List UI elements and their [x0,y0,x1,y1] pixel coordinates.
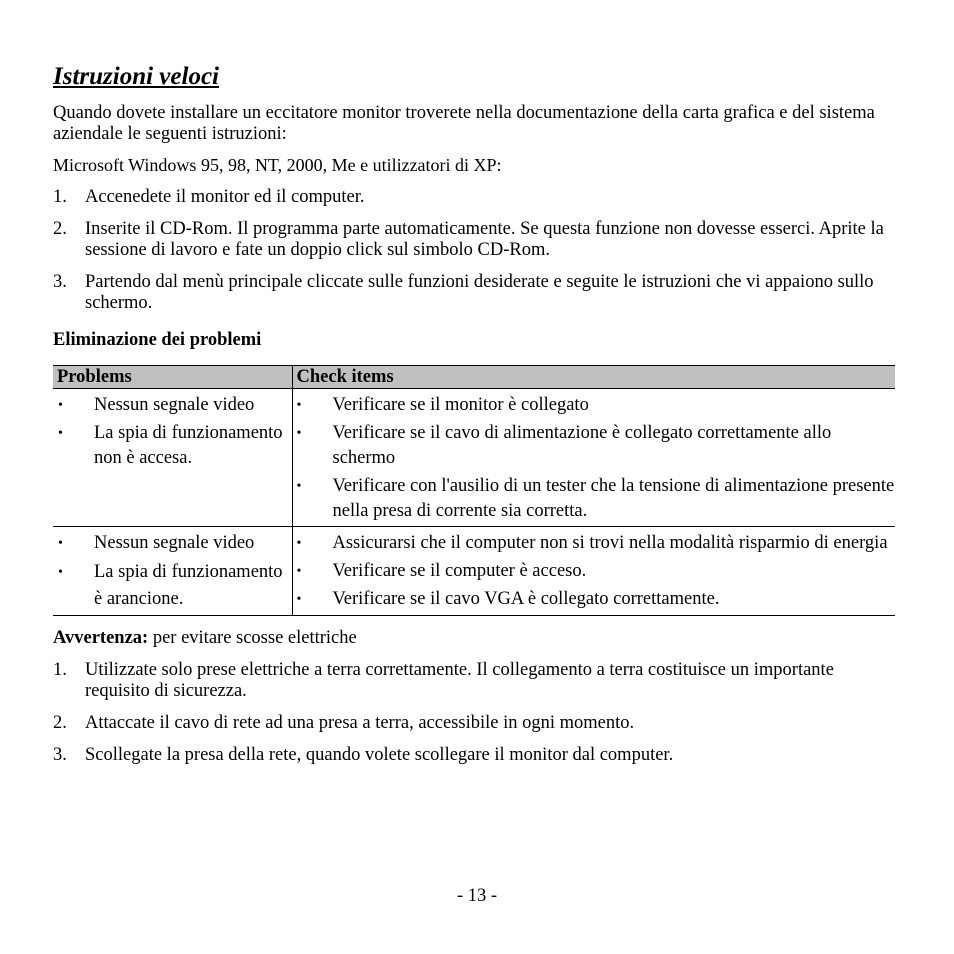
warning-text: per evitare scosse elettriche [148,628,357,648]
list-item [53,713,895,734]
step-text: Scollegate la presa della rete, quando volete scollegare il monitor dal computer. [85,745,674,765]
bullet-icon: • [58,536,63,551]
install-steps-list [53,187,895,314]
list-item [53,660,895,702]
list-item [293,393,896,418]
bullet-icon: • [296,564,302,579]
checks-cell [292,527,895,616]
step-number: 3. [53,272,67,292]
bullet-icon: • [58,398,63,413]
checks-cell [292,389,895,527]
column-header-problems: Problems [53,366,292,389]
bullet-icon: • [296,479,302,494]
list-item [53,421,292,471]
page-content [53,62,895,766]
step-number: 2. [53,219,67,239]
step-text: Partendo dal menù principale cliccate sulle funzioni desiderate e seguite le istruzioni che vi appaiono sullo schermo. [85,272,874,313]
intro-paragraph: Quando dovete installare un eccitatore monitor troverete nella documentazione della carta grafica e del sistema aziendale le seguenti istruzioni: [53,103,875,144]
step-text: Inserite il CD-Rom. Il programma parte automaticamente. Se questa funzione non dovesse esserci. Aprite la sessione di lavoro e fate un doppio click sul simbolo CD-Rom. [85,219,884,260]
troubleshooting-table [53,365,895,616]
bullet-icon: • [296,592,302,607]
problems-cell [53,389,292,527]
page-number: - 13 - [456,886,498,906]
list-item [293,474,896,524]
list-item [53,393,292,418]
problem-text: La spia di funzionamento non è accesa. [94,423,283,468]
problems-cell [53,527,292,616]
list-item [53,531,292,556]
check-text: Verificare se il cavo di alimentazione è collegato correttamente allo schermo [332,423,832,468]
bullet-icon: • [58,426,63,441]
check-text: Verificare se il cavo VGA è collegato correttamente. [332,589,720,609]
table-row [53,527,895,616]
check-text: Verificare se il computer è acceso. [332,561,587,581]
step-text: Accenedete il monitor ed il computer. [85,187,365,207]
table-row [53,389,895,527]
problem-text: Nessun segnale video [94,533,255,553]
os-line: Microsoft Windows 95, 98, NT, 2000, Me e utilizzatori di XP: [53,155,502,175]
list-item [53,559,292,613]
step-number: 1. [53,187,67,207]
check-text: Verificare con l'ausilio di un tester che la tensione di alimentazione presente nella presa di corrente sia corretta. [332,476,895,521]
bullet-icon: • [296,398,302,413]
page-title: Istruzioni veloci [53,63,219,90]
step-number: 3. [53,745,67,765]
bullet-icon: • [296,426,302,441]
warning-line [53,628,895,649]
problem-text: Nessun segnale video [94,395,255,415]
list-item [53,219,895,261]
step-number: 2. [53,713,67,733]
list-item [293,531,896,556]
list-item [293,587,896,612]
list-item [293,421,896,471]
bullet-icon: • [296,536,302,551]
list-item [53,745,895,766]
table-header-row [53,366,895,389]
list-item [53,272,895,314]
problem-text: La spia di funzionamento è arancione. [94,562,283,609]
list-item [293,559,896,584]
column-header-check-items: Check items [292,366,895,389]
troubleshooting-heading: Eliminazione dei problemi [53,330,262,350]
step-text: Utilizzate solo prese elettriche a terra correttamente. Il collegamento a terra costituisce un importante requisito di sicurezza. [85,660,834,701]
check-text: Verificare se il monitor è collegato [332,395,589,415]
safety-steps-list [53,660,895,766]
check-text: Assicurarsi che il computer non si trovi nella modalità risparmio di energia [332,533,888,553]
bullet-icon: • [58,565,63,580]
step-text: Attaccate il cavo di rete ad una presa a terra, accessibile in ogni momento. [85,713,635,733]
list-item [53,187,895,208]
step-number: 1. [53,660,67,680]
warning-label: Avvertenza: [53,628,149,648]
